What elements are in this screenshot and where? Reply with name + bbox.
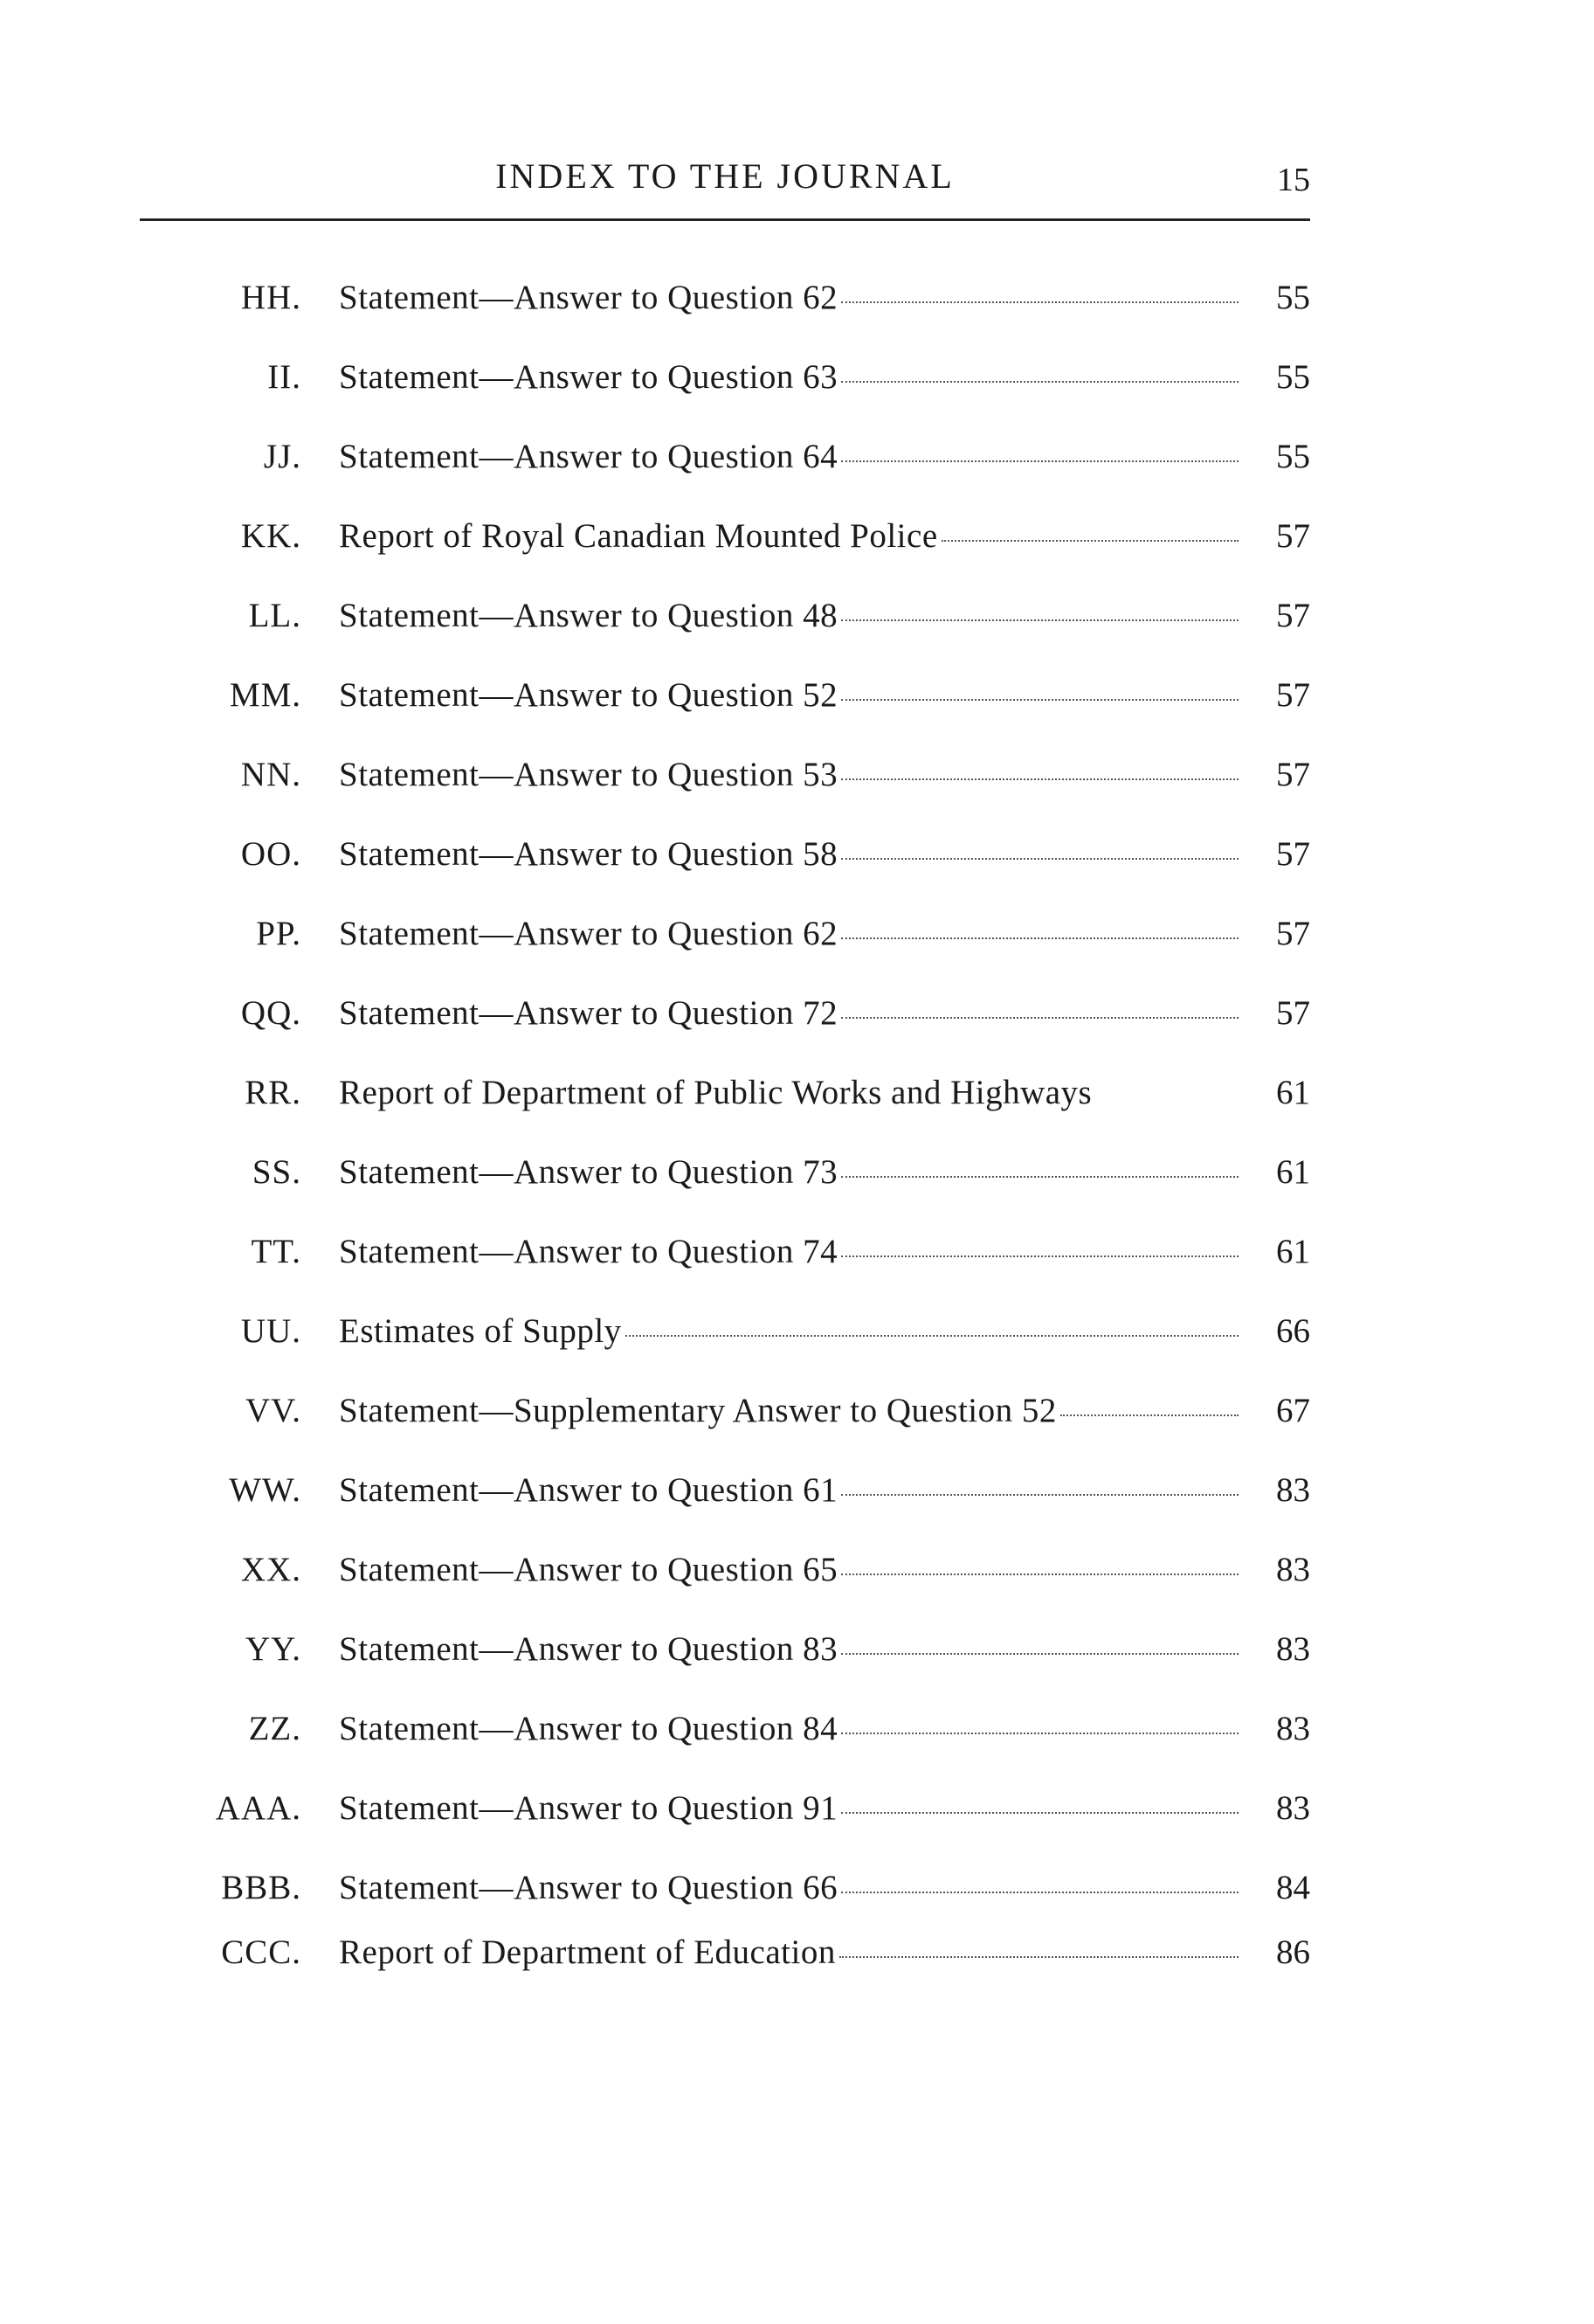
dot-leader [841,301,1239,303]
entry-letter: WW. [229,1471,301,1509]
dot-leader [841,1494,1239,1496]
entry-letter: PP. [256,915,301,952]
entry-page-number: 84 [1276,1869,1310,1906]
entry-page-number: 57 [1276,915,1310,952]
index-entry [0,993,1594,1073]
dot-leader [841,1574,1239,1575]
entry-label: Statement—Answer to Question 84 [339,1710,838,1747]
entry-title [339,357,1239,397]
entry-letter: AAA. [215,1789,301,1827]
entry-page-number: 83 [1276,1551,1310,1588]
entry-title [339,993,1239,1033]
dot-leader [841,1892,1239,1893]
entry-page-number: 83 [1276,1471,1310,1509]
entry-title [339,278,1239,317]
entry-page-number: 61 [1276,1074,1310,1111]
dot-leader [841,1255,1239,1257]
entry-label: Statement—Answer to Question 53 [339,756,838,793]
index-entry [0,1868,1594,1933]
entry-letter: UU. [240,1312,301,1350]
entry-label: Statement—Answer to Question 64 [339,438,838,475]
dot-leader [841,619,1239,621]
entry-title [339,1391,1239,1430]
dot-leader [841,1176,1239,1178]
entry-page-number: 55 [1276,358,1310,396]
dot-leader [841,778,1239,780]
index-entry [0,1933,1594,2012]
entry-page-number: 66 [1276,1312,1310,1350]
entry-title [339,1868,1239,1907]
entry-title [339,1152,1239,1192]
index-entry [0,1152,1594,1232]
entry-title [339,1073,1239,1112]
entry-letter: MM. [229,676,301,714]
index-entry [0,675,1594,755]
index-entry [0,1232,1594,1311]
entry-label: Statement—Answer to Question 83 [339,1630,838,1668]
entry-page-number: 57 [1276,756,1310,793]
entry-label: Statement—Answer to Question 73 [339,1153,838,1191]
index-entry [0,1311,1594,1391]
entry-letter: VV. [245,1392,301,1429]
index-entry [0,596,1594,675]
entry-label: Statement—Answer to Question 61 [339,1471,838,1509]
entry-title [339,1550,1239,1589]
entry-letter: TT. [251,1233,301,1270]
entry-label: Statement—Answer to Question 58 [339,835,838,873]
index-entries [0,278,1594,2012]
entry-letter: BBB. [221,1869,301,1906]
entry-title [339,516,1239,556]
entry-page-number: 86 [1276,1933,1310,1971]
entry-letter: SS. [252,1153,301,1191]
entry-page-number: 61 [1276,1233,1310,1270]
entry-label: Statement—Answer to Question 66 [339,1869,838,1906]
entry-page-number: 61 [1276,1153,1310,1191]
dot-leader [841,858,1239,860]
entry-page-number: 57 [1276,517,1310,555]
entry-page-number: 83 [1276,1630,1310,1668]
index-entry [0,914,1594,993]
index-entry [0,516,1594,596]
entry-page-number: 57 [1276,597,1310,634]
entry-letter: QQ. [240,994,301,1032]
entry-letter: LL. [248,597,301,634]
entry-page-number: 55 [1276,279,1310,316]
entry-label: Statement—Answer to Question 62 [339,279,838,316]
entry-page-number: 83 [1276,1789,1310,1827]
index-entry [0,1470,1594,1550]
dot-leader [841,1653,1239,1655]
entry-title [339,596,1239,635]
index-entry [0,755,1594,834]
dot-leader [841,1812,1239,1814]
header-rule [140,218,1310,221]
entry-title [339,1709,1239,1748]
index-entry [0,1391,1594,1470]
dot-leader [839,1956,1239,1958]
entry-letter: NN. [240,756,301,793]
entry-label: Statement—Answer to Question 65 [339,1551,838,1588]
entry-title [339,914,1239,953]
running-head [140,156,1310,208]
entry-title [339,1788,1239,1828]
entry-letter: JJ. [263,438,301,475]
index-entry [0,437,1594,516]
dot-leader [841,381,1239,383]
entry-page-number: 55 [1276,438,1310,475]
entry-label: Report of Department of Public Works and Highways [339,1074,1093,1111]
entry-label: Statement—Answer to Question 91 [339,1789,838,1827]
index-entry [0,1788,1594,1868]
dot-leader [841,937,1239,939]
entry-label: Statement—Answer to Question 63 [339,358,838,396]
page-number: 15 [1277,162,1310,198]
entry-letter: CCC. [221,1933,301,1971]
entry-title [339,755,1239,794]
index-entry [0,834,1594,914]
entry-letter: YY. [245,1630,301,1668]
index-entry [0,1629,1594,1709]
entry-page-number: 83 [1276,1710,1310,1747]
entry-label: Estimates of Supply [339,1312,622,1350]
entry-title [339,834,1239,874]
entry-letter: OO. [240,835,301,873]
entry-label: Statement—Answer to Question 72 [339,994,838,1032]
entry-letter: XX. [240,1551,301,1588]
entry-title [339,1629,1239,1669]
entry-title [339,1311,1239,1351]
entry-label: Report of Royal Canadian Mounted Police [339,517,938,555]
entry-label: Statement—Supplementary Answer to Question 52 [339,1392,1057,1429]
entry-label: Statement—Answer to Question 62 [339,915,838,952]
dot-leader [841,699,1239,701]
running-title: INDEX TO THE JOURNAL [495,156,955,196]
index-entry [0,357,1594,437]
entry-page-number: 57 [1276,835,1310,873]
entry-title [339,1232,1239,1271]
entry-page-number: 57 [1276,676,1310,714]
entry-label: Report of Department of Education [339,1933,836,1971]
dot-leader [841,1733,1239,1734]
index-entry [0,1550,1594,1629]
index-entry [0,278,1594,357]
entry-page-number: 57 [1276,994,1310,1032]
dot-leader [841,1017,1239,1019]
entry-letter: ZZ. [248,1710,301,1747]
entry-page-number: 67 [1276,1392,1310,1429]
dot-leader [841,460,1239,462]
index-entry [0,1073,1594,1152]
entry-label: Statement—Answer to Question 52 [339,676,838,714]
entry-title [339,1470,1239,1510]
entry-letter: II. [267,358,301,396]
entry-letter: KK. [240,517,301,555]
entry-title [339,1933,1239,1972]
dot-leader [942,540,1239,542]
entry-label: Statement—Answer to Question 74 [339,1233,838,1270]
entry-letter: RR. [245,1074,301,1111]
index-entry [0,1709,1594,1788]
entry-letter: HH. [240,279,301,316]
dot-leader [1060,1414,1239,1416]
entry-title [339,437,1239,476]
dot-leader [625,1335,1239,1337]
entry-label: Statement—Answer to Question 48 [339,597,838,634]
entry-title [339,675,1239,715]
